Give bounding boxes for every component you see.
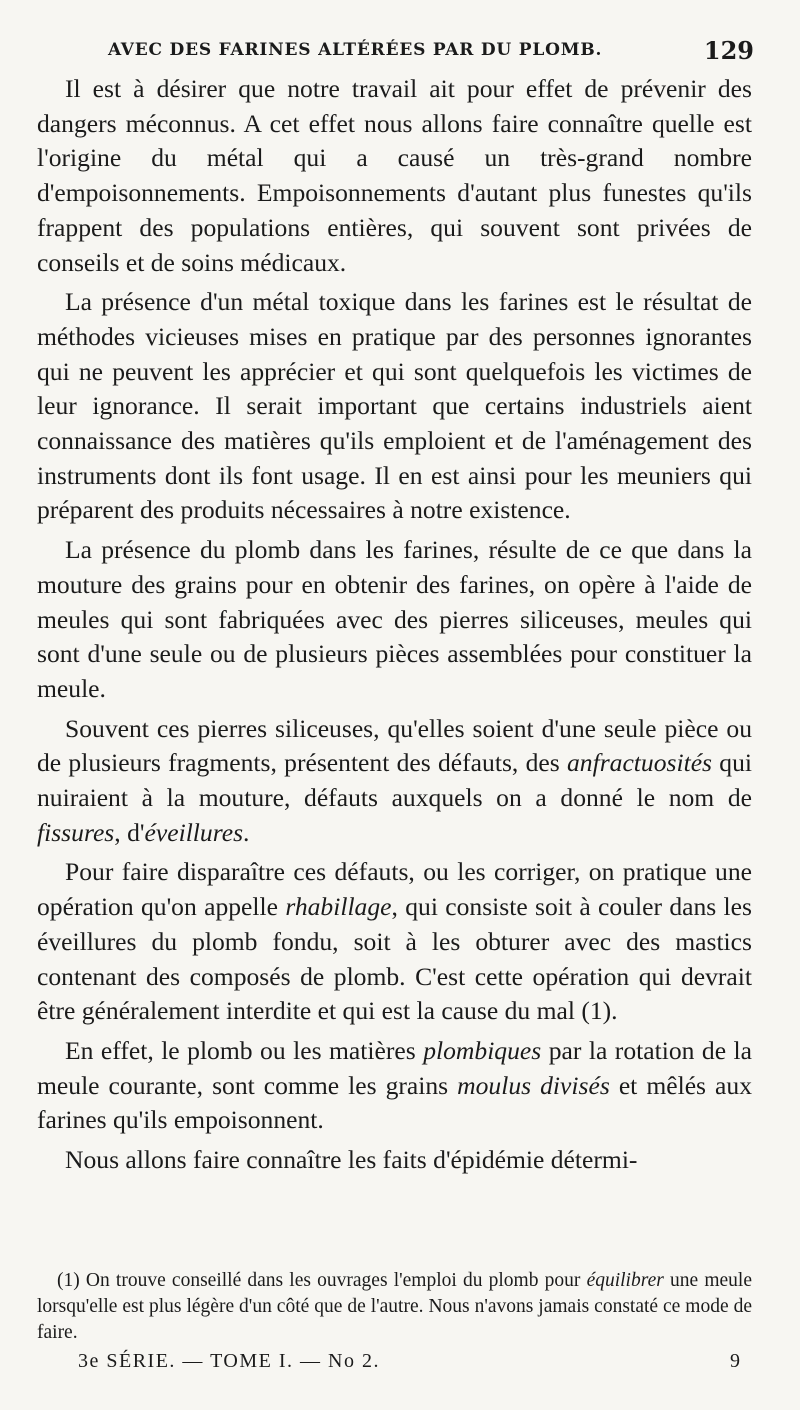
paragraph-4-text: Souvent ces pierres siliceuses, qu'elles soient d'une seule pièce ou de plusieurs fragments, présentent des défauts, des	[37, 713, 752, 778]
page-footer	[0, 1350, 800, 1378]
paragraph-2-text: La présence d'un métal toxique dans les farines est le résultat de méthodes vicieuses mises en pratique par des personnes ignorantes qui ne peuvent les apprécier et qui sont quelquefois les victimes de leur ignorance. Il serait important que certains industriels aient connaissance des matières qu'ils emploient et de l'aménagement des instruments dont ils font usage. Il en est ainsi pour les meuniers qui préparent des produits nécessaires à notre existence.	[37, 287, 752, 525]
page-number: 129	[703, 36, 754, 65]
paragraph-3-text: La présence du plomb dans les farines, résulte de ce que dans la mouture des grains pour en obtenir des farines, on opère à l'aide de meules qui sont fabriquées avec des pierres siliceuses, meules qui sont d'une seule ou de plusieurs pièces assemblées pour constituer la meule.	[37, 535, 752, 703]
paragraph-5-text: , qui consiste soit à couler dans les éveillures du plomb fondu, soit à les obturer avec des mastics contenant des composés de plomb. C'est cette opération qui devrait être généralement interdite et qui est la cause du mal (1).	[37, 892, 752, 1026]
italic-term: fissures	[37, 817, 115, 847]
paragraph-7-text: Nous allons faire connaître les faits d'épidémie détermi-	[65, 1145, 638, 1175]
body-text	[37, 72, 752, 1178]
paragraph-2	[37, 285, 752, 528]
paragraph-1-text: Il est à désirer que notre travail ait pour effet de prévenir des dangers méconnus. A cet effet nous allons faire connaître quelle est l'origine du métal qui a causé un très-grand nombre d'empoisonnements. Empoisonnements d'autant plus funestes qu'ils frappent des populations entières, qui souvent sont privées de conseils et de soins médicaux.	[37, 74, 752, 277]
paragraph-4	[37, 712, 752, 851]
italic-term: rhabillage	[285, 892, 392, 922]
running-title: AVEC DES FARINES ALTÉRÉES PAR DU PLOMB.	[108, 40, 603, 60]
paragraph-6	[37, 1034, 752, 1138]
running-header	[0, 36, 800, 70]
series-volume-line: 3e SÉRIE. — TOME I. — No 2.	[78, 1350, 380, 1372]
paragraph-5-text: Pour faire disparaître ces défauts, ou les corriger, on pratique une opération qu'on appelle	[37, 857, 752, 922]
paragraph-4-text: qui nuiraient à la mouture, défauts auxquels on a donné le nom de	[37, 748, 752, 813]
paragraph-6-text: et mêlés aux farines qu'ils empoisonnent.	[37, 1070, 752, 1135]
italic-term: anfractuosités	[566, 748, 713, 778]
footnote-text: une meule lorsqu'elle est plus légère d'un côté que de l'autre. Nous n'avons jamais constaté ce mode de faire.	[37, 1270, 752, 1343]
signature-mark: 9	[730, 1350, 740, 1372]
paragraph-3	[37, 533, 752, 707]
footnote-italic-term: équilibrer	[586, 1270, 664, 1291]
footnote-marker: (1)	[57, 1270, 80, 1291]
paragraph-1	[37, 72, 752, 280]
paragraph-5	[37, 855, 752, 1029]
italic-term: éveillures	[144, 817, 244, 847]
italic-term: plombiques	[423, 1035, 542, 1065]
paragraph-6-text: par la rotation de la meule courante, sont comme les grains	[37, 1035, 752, 1100]
paragraph-4-text: , d'	[114, 817, 145, 847]
italic-term: moulus divisés	[457, 1070, 610, 1100]
footnote-text: On trouve conseillé dans les ouvrages l'emploi du plomb pour	[85, 1270, 587, 1291]
paragraph-7	[37, 1143, 752, 1178]
paragraph-6-text: En effet, le plomb ou les matières	[65, 1035, 424, 1065]
paragraph-4-text: .	[243, 817, 250, 847]
footnote	[37, 1268, 752, 1346]
